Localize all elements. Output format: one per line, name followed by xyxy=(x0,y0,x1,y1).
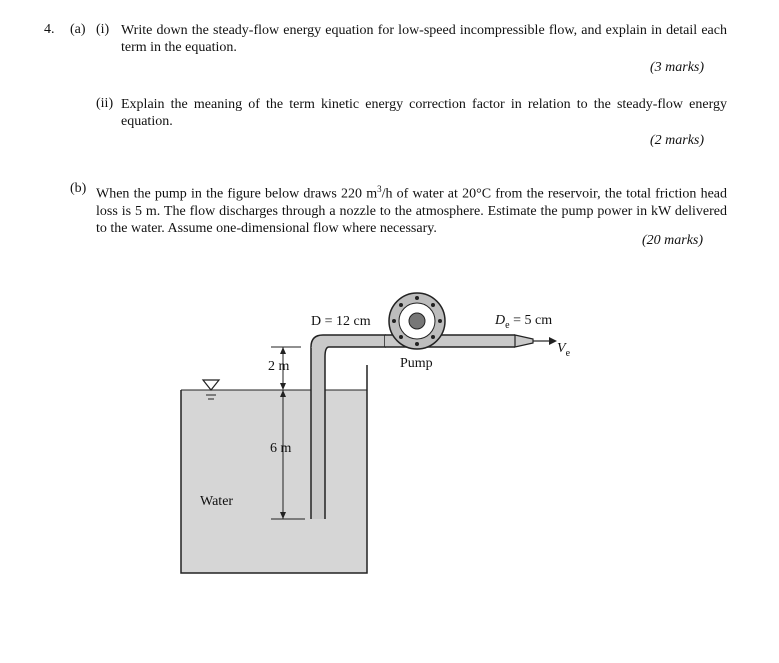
pipe-diameter-label: D = 12 cm xyxy=(311,314,371,329)
pump-bolt xyxy=(399,303,403,307)
sub-ii-text: Explain the meaning of the term kinetic energy correction factor in relation to the steady-flow energy equation. xyxy=(121,97,727,129)
nozzle xyxy=(515,335,533,347)
sub-ii-label: (ii) xyxy=(96,96,114,111)
sub-i-text: Write down the steady-flow energy equation for low-speed incompressible flow, and explain in detail each term in the equation. xyxy=(121,23,727,55)
nozzle-diameter-label xyxy=(495,313,552,331)
pump-bolt xyxy=(415,296,419,300)
exit-velocity-label xyxy=(557,341,570,359)
part-b-superscript: 3 xyxy=(377,184,382,194)
question-number: 4. xyxy=(44,22,55,37)
part-a-label: (a) xyxy=(70,22,86,37)
part-b-text xyxy=(96,181,727,237)
pump-bolt xyxy=(438,319,442,323)
exit-velocity-symbol: V xyxy=(557,341,566,356)
pump-bolt xyxy=(415,342,419,346)
pump-bolt xyxy=(431,335,435,339)
sub-i-marks: (3 marks) xyxy=(650,60,705,75)
pump-impeller xyxy=(409,313,425,329)
dim-2m-label: 2 m xyxy=(268,359,290,374)
reservoir-water xyxy=(181,390,367,573)
nozzle-subscript: e xyxy=(505,319,510,331)
water-label: Water xyxy=(200,494,234,509)
pump-bolt xyxy=(399,335,403,339)
pump-label: Pump xyxy=(400,356,433,371)
sub-ii-marks: (2 marks) xyxy=(650,133,705,148)
part-b-text-start: When the pump in the figure below draws 220 m xyxy=(96,186,378,202)
dim-6m-label: 6 m xyxy=(270,441,292,456)
part-b-label: (b) xyxy=(70,181,87,196)
dim-2m-arrow-down xyxy=(280,383,286,390)
pipe-elbow xyxy=(311,335,385,357)
part-b-text-end: /h of water at 20°C from the reservoir, the total friction head loss is 5 m. The flow discharges through a nozzle to the atmosphere. Estimate the pump power in kW delivered to the water. Assume one-dimensional flow where necessary. xyxy=(96,186,727,236)
pump-bolt xyxy=(392,319,396,323)
nozzle-d-symbol: D xyxy=(495,313,506,328)
sub-i-label: (i) xyxy=(96,22,110,37)
pump-bolt xyxy=(431,303,435,307)
exit-arrow-head xyxy=(549,337,557,345)
free-surface-symbol xyxy=(203,380,219,390)
part-b-marks: (20 marks) xyxy=(642,233,704,248)
suction-pipe xyxy=(311,347,325,519)
exit-velocity-subscript: e xyxy=(565,347,571,359)
dim-2m-arrow-up xyxy=(280,347,286,354)
nozzle-value: = 5 cm xyxy=(509,313,553,328)
